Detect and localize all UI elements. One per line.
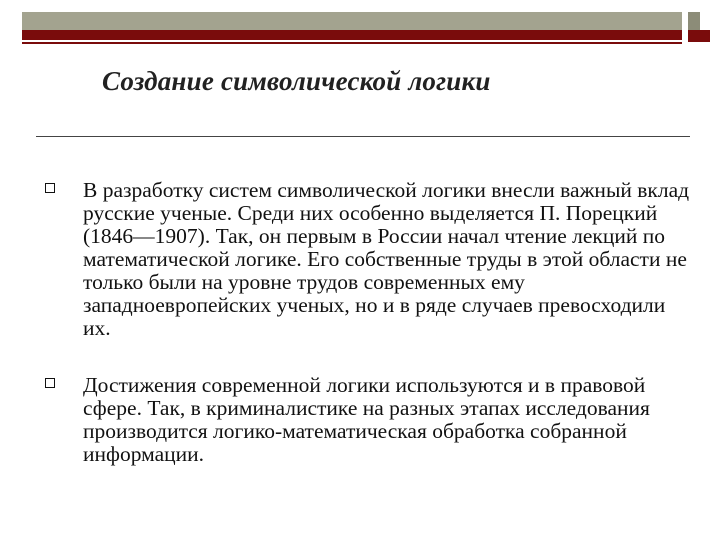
title-divider xyxy=(36,136,690,137)
header-rule xyxy=(22,42,682,44)
header-bar-red xyxy=(22,30,682,40)
hollow-square-bullet-icon xyxy=(45,378,55,388)
slide-title: Создание символической логики xyxy=(102,66,491,96)
header-bar-gray xyxy=(22,12,682,30)
bullet-text-1: В разработку систем символической логики внесли важный вклад русские ученые. Среди них особенно выделяется П. Порецкий (1846—1907). Так, он первым в России начал чтение лекций по математической логике. Его собственные труды в этой области не только были на уровне трудов современных ему западноевропейских ученых, но и в ряде случаев превосходили их. xyxy=(83,178,690,340)
hollow-square-bullet-icon xyxy=(45,183,55,193)
corner-squares-decoration xyxy=(688,12,710,42)
bullet-text-2: Достижения современной логики используются и в правовой сфере. Так, в криминалистике на разных этапах исследования производится логико-математическая обработка собранной информации. xyxy=(83,373,650,466)
